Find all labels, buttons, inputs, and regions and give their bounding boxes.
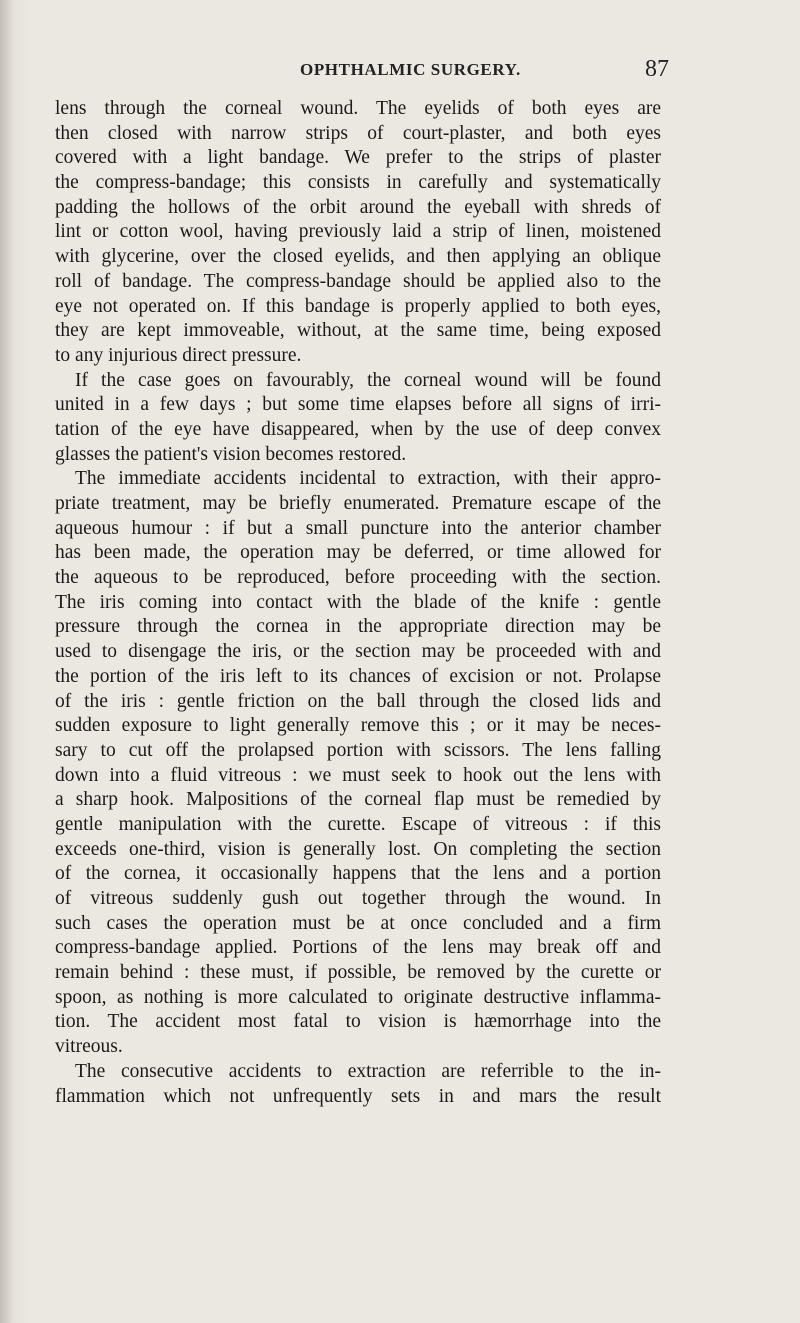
page-number: 87 [645, 56, 669, 82]
text-line: the portion of the iris left to its chances of excision or not. Prolapse [55, 665, 661, 687]
text-line: remain behind : these must, if possible, be removed by the curette or [55, 962, 661, 984]
text-line: lint or cotton wool, having previously laid a strip of linen, moistened [55, 221, 661, 243]
text-line: of vitreous suddenly gush out together through the wound. In [55, 888, 661, 909]
text-line: The iris coming into contact with the blade of the knife : gentle [55, 591, 661, 613]
text-line: The immediate accidents incidental to extraction, with their appro- [75, 468, 661, 490]
text-line: gentle manipulation with the curette. Escape of vitreous : if this [55, 813, 661, 835]
text-line: spoon, as nothing is more calculated to originate destructive inflamma- [55, 986, 661, 1008]
text-line: The consecutive accidents to extraction are referrible to the in- [75, 1060, 661, 1082]
text-line: has been made, the operation may be deferred, or time allowed for [55, 542, 661, 564]
text-line: eye not operated on. If this bandage is properly applied to both eyes, [55, 295, 661, 317]
text-line: of the cornea, it occasionally happens that the lens and a portion [55, 863, 661, 885]
text-line: such cases the operation must be at once concluded and a firm [55, 912, 661, 934]
text-line: sudden exposure to light generally remove this ; or it may be neces- [55, 715, 661, 737]
text-line: they are kept immoveable, without, at the same time, being exposed [55, 320, 661, 342]
text-line: flammation which not unfrequently sets in and mars the result [55, 1085, 661, 1107]
text-line: compress-bandage applied. Portions of the lens may break off and [55, 937, 661, 959]
text-line: aqueous humour : if but a small puncture into the anterior chamber [55, 517, 661, 539]
text-line: used to disengage the iris, or the section may be proceeded with and [55, 641, 661, 663]
text-line: then closed with narrow strips of court-plaster, and both eyes [55, 122, 661, 144]
text-line: If the case goes on favourably, the corneal wound will be found [75, 369, 661, 391]
body-text [55, 97, 661, 1109]
running-head [0, 58, 800, 86]
text-line: the compress-bandage; this consists in carefully and systematically [55, 172, 661, 194]
text-line: down into a fluid vitreous : we must seek to hook out the lens with [55, 764, 661, 786]
text-line: glasses the patient's vision becomes restored. [55, 443, 407, 465]
text-line: roll of bandage. The compress-bandage should be applied also to the [55, 270, 661, 292]
text-line: priate treatment, may be briefly enumerated. Premature escape of the [55, 493, 661, 514]
text-line: lens through the corneal wound. The eyelids of both eyes are [55, 98, 661, 119]
text-line: to any injurious direct pressure. [55, 344, 302, 366]
text-line: tation of the eye have disappeared, when by the use of deep convex [55, 418, 661, 440]
text-line: exceeds one-third, vision is generally lost. On completing the section [55, 838, 661, 860]
text-line: vitreous. [55, 1036, 123, 1058]
text-line: a sharp hook. Malpositions of the corneal flap must be remedied by [55, 789, 661, 811]
running-head-title: OPHTHALMIC SURGERY. [300, 60, 521, 79]
text-line: pressure through the cornea in the appropriate direction may be [55, 616, 661, 638]
text-line: with glycerine, over the closed eyelids, and then applying an oblique [55, 246, 661, 268]
text-line: of the iris : gentle friction on the ball through the closed lids and [55, 690, 661, 712]
text-line: sary to cut off the prolapsed portion with scissors. The lens falling [55, 739, 661, 761]
text-line: the aqueous to be reproduced, before proceeding with the section. [55, 567, 661, 589]
text-line: united in a few days ; but some time elapses before all signs of irri- [55, 394, 661, 416]
text-line: tion. The accident most fatal to vision is hæmorrhage into the [55, 1011, 661, 1033]
text-line: covered with a light bandage. We prefer to the strips of plaster [55, 147, 661, 169]
text-line: padding the hollows of the orbit around the eyeball with shreds of [55, 196, 661, 218]
